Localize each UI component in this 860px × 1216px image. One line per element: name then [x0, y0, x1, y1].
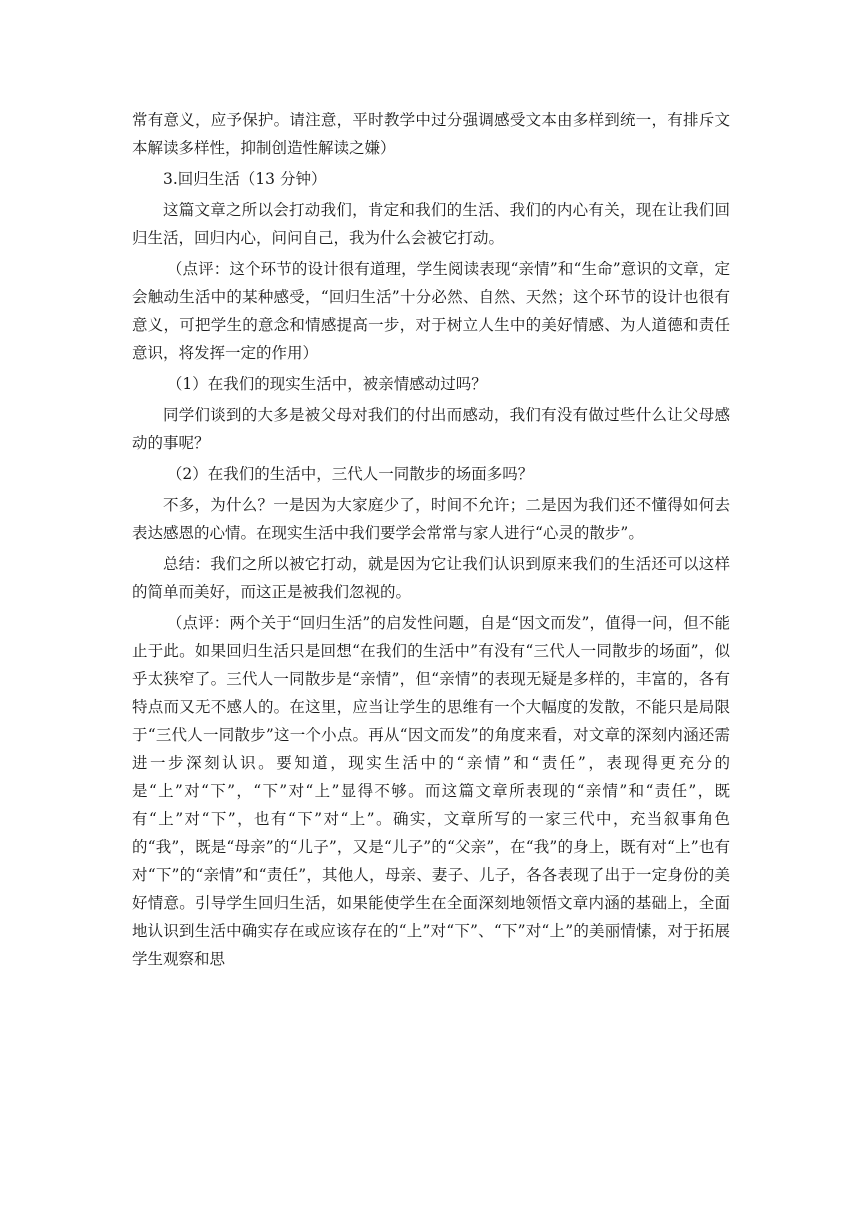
- document-page: [132, 106, 730, 976]
- answer-1: 同学们谈到的大多是被父母对我们的付出而感动，我们有没有做过些什么让父母感动的事呢？: [132, 406, 730, 452]
- comment-paragraph-2: （点评：两个关于“回归生活”的启发性问题，自是“因文而发”，值得一问，但不能止于此。如果回归生活只是回想“在我们的生活中”有没有“三代人一同散步的场面”，似乎太狭窄了。三代人一同散步是“亲情”，但“亲情”的表现无疑是多样的，丰富的，各有特点而又无不感人的。在这里，应当让学生的思维有一个大幅度的发散，不能只是局限于“三代人一同散步”这一个小点。再从“因文而发”的角度来看，对文章的深刻内涵还需进一步深刻认识。要知道，现实生活中的“亲情”和“责任”，表现得更充分的是“上”对“下”，“下”对“上”显得不够。而这篇文章所表现的“亲情”和“责任”，既有“上”对“下”，也有“下”对“上”。确实，文章所写的一家三代中，充当叙事角色的“我”，既是“母亲”的“儿子”，又是“儿子”的“父亲”，在“我”的身上，既有对“上”也有对“下”的“亲情”和“责任”，其他人，母亲、妻子、儿子，各各表现了出于一定身份的美好情意。引导学生回归生活，如果能使学生在全面深刻地领悟文章内涵的基础上，全面地认识到生活中确实存在或应该存在的“上”对“下”、“下”对“上”的美丽情愫，对于拓展学生观察和思: [132, 614, 730, 968]
- paragraph-intro: 这篇文章之所以会打动我们，肯定和我们的生活、我们的内心有关，现在让我们回归生活，回归内心，问问自己，我为什么会被它打动。: [132, 201, 730, 247]
- section-heading-return-to-life: 3.回归生活（13 分钟）: [163, 170, 327, 188]
- question-1: （1）在我们的现实生活中，被亲情感动过吗？: [166, 375, 487, 393]
- question-2: （2）在我们的生活中，三代人一同散步的场面多吗？: [166, 465, 534, 483]
- paragraph-continuation: 常有意义，应予保护。请注意，平时教学中过分强调感受文本由多样到统一，有排斥文本解读多样性，抑制创造性解读之嫌）: [132, 111, 730, 157]
- answer-2: 不多，为什么？一是因为大家庭少了，时间不允许；二是因为我们还不懂得如何去表达感恩的心情。在现实生活中我们要学会常常与家人进行“心灵的散步”。: [132, 496, 730, 542]
- comment-paragraph-1: （点评：这个环节的设计很有道理，学生阅读表现“亲情”和“生命”意识的文章，定会触动生活中的某种感受，“回归生活”十分必然、自然、天然；这个环节的设计也很有意义，可把学生的意念和情感提高一步，对于树立人生中的美好情感、为人道德和责任意识，将发挥一定的作用）: [132, 260, 730, 362]
- summary-paragraph: 总结：我们之所以被它打动，就是因为它让我们认识到原来我们的生活还可以这样的简单而美好，而这正是被我们忽视的。: [132, 555, 730, 601]
